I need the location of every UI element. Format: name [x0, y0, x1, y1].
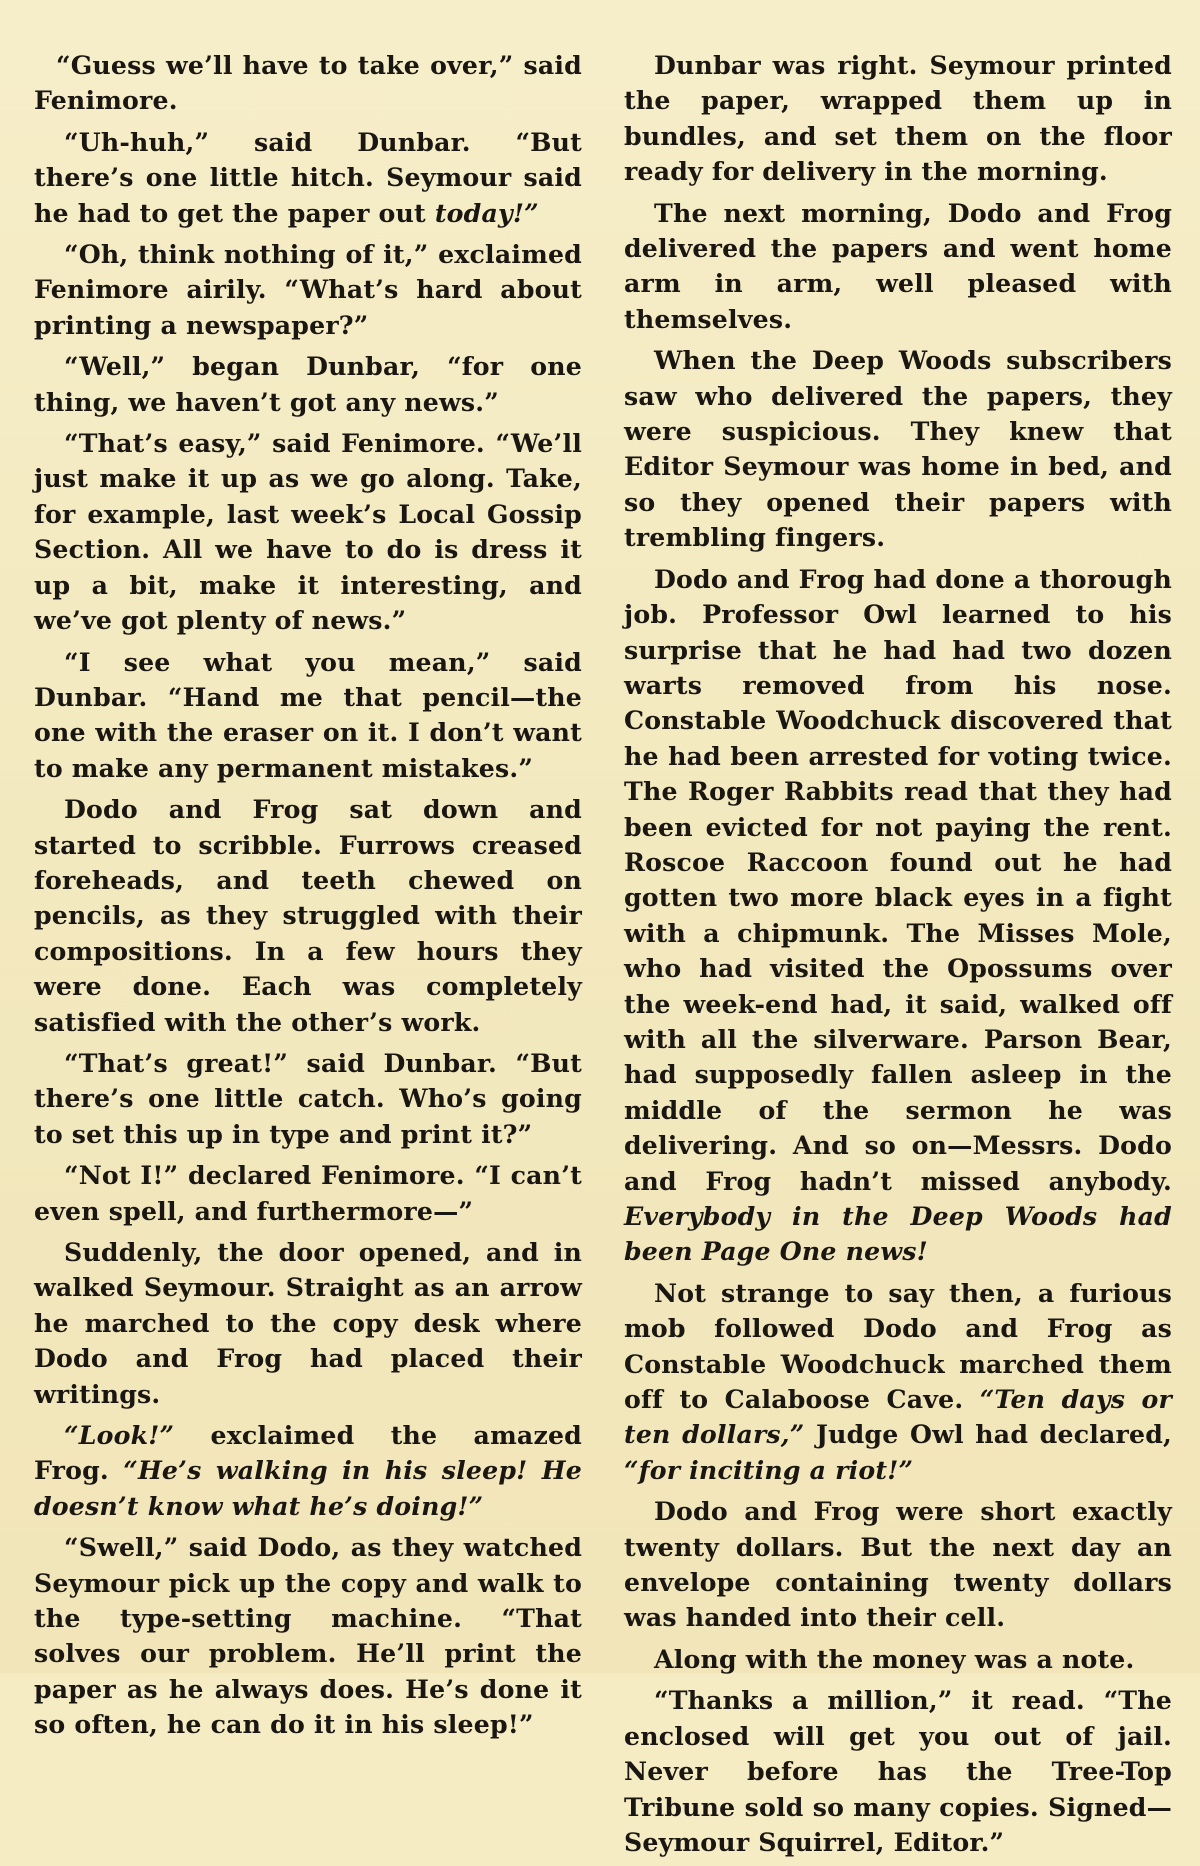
left-column	[34, 48, 582, 1749]
paragraph: Dodo and Frog were short exactly twenty dollars. But the next day an envelope containing twenty dollars was handed into their cell.	[624, 1496, 1172, 1633]
paragraph: Along with the money was a note.	[654, 1643, 1135, 1674]
paragraph: “Thanks a million,” it read. “The enclosed will get you out of jail. Never before has the Tree-Top Tribune sold so many copies. Signed—Seymour Squirrel, Editor.”	[624, 1685, 1172, 1857]
paragraph: Dodo and Frog had done a thorough job. Professor Owl learned to his surprise that he had had two dozen warts removed from his nose. Constable Woodchuck discovered that he had been arrested for voting twice. The Roger Rabbits read that they had been evicted for not paying the rent. Roscoe Raccoon found out he had gotten two more black eyes in a fight with a chipmunk. The Misses Mole, who had visited the Opossums over the week-end had, it said, walked off with all the silverware. Parson Bear, had supposedly fallen asleep in the middle of the sermon he was delivering. And so on—Messrs. Dodo and Frog hadn’t missed anybody. Everybody in the Deep Woods had been Page One news!	[624, 563, 1172, 1267]
paragraph: “Well,” began Dunbar, “for one thing, we haven’t got any news.”	[34, 351, 582, 417]
paragraph: “I see what you mean,” said Dunbar. “Hand me that pencil—the one with the eraser on it. I don’t want to make any permanent mistakes.”	[34, 646, 582, 783]
paragraph: “Look!” exclaimed the amazed Frog. “He’s walking in his sleep! He doesn’t know what he’s doing!”	[34, 1420, 583, 1521]
paragraph: “Oh, think nothing of it,” exclaimed Fenimore airily. “What’s hard about printing a newspaper?”	[34, 239, 582, 340]
paragraph: “Swell,” said Dodo, as they watched Seymour pick up the copy and walk to the type-setting machine. “That solves our problem. He’ll print the paper as he always does. He’s done it so often, he can do it in his sleep!”	[34, 1532, 582, 1740]
paragraph: “That’s easy,” said Fenimore. “We’ll just make it up as we go along. Take, for example, last week’s Local Gossip Section. All we have to do is dress it up a bit, make it interesting, and we’ve got plenty of news.”	[34, 428, 582, 636]
paragraph: “Uh-huh,” said Dunbar. “But there’s one little hitch. Seymour said he had to get the paper out today!”	[34, 126, 582, 228]
paragraph: When the Deep Woods subscribers saw who delivered the papers, they were suspicious. They knew that Editor Seymour was home in bed, and so they opened their papers with trembling fingers.	[624, 345, 1172, 553]
paragraph: Suddenly, the door opened, and in walked Seymour. Straight as an arrow he marched to the copy desk where Dodo and Frog had placed their writings.	[34, 1237, 582, 1409]
paragraph: “Not I!” declared Fenimore. “I can’t even spell, and furthermore—”	[34, 1160, 582, 1226]
paragraph: “That’s great!” said Dunbar. “But there’s one little catch. Who’s going to set this up in type and print it?”	[34, 1047, 582, 1149]
paragraph: Dunbar was right. Seymour printed the paper, wrapped them up in bundles, and set them on the floor ready for delivery in the morning.	[624, 50, 1172, 187]
paragraph: Not strange to say then, a furious mob followed Dodo and Frog as Constable Woodchuck marched them off to Calaboose Cave. “Ten days or ten dollars,” Judge Owl had declared, “for inciting a riot!”	[624, 1277, 1172, 1485]
paragraph: The next morning, Dodo and Frog delivered the papers and went home arm in arm, well pleased with themselves.	[624, 197, 1172, 334]
paragraph: Dodo and Frog sat down and started to scribble. Furrows creased foreheads, and teeth chewed on pencils, as they struggled with their compositions. In a few hours they were done. Each was completely satisfied with the other’s work.	[34, 794, 582, 1037]
right-column	[624, 48, 1172, 1866]
paragraph: “Guess we’ll have to take over,” said Fenimore.	[34, 50, 582, 116]
